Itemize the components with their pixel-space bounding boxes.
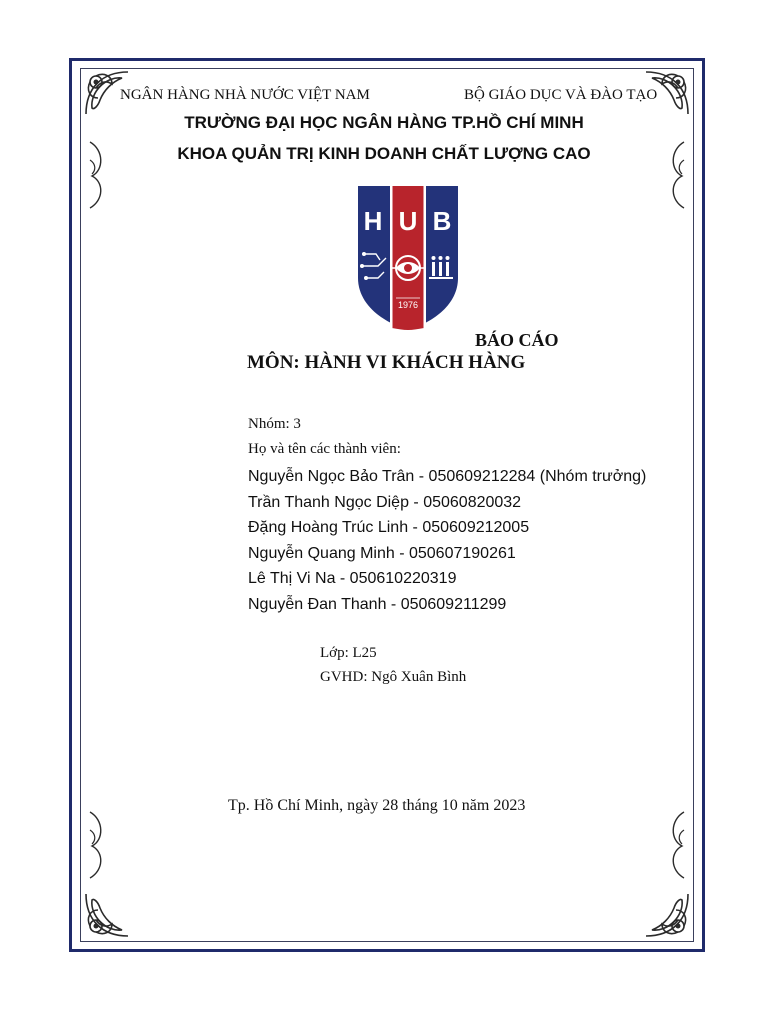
member-list: [248, 466, 646, 619]
corner-flourish-icon: [82, 890, 132, 940]
member-item: Trần Thanh Ngọc Diệp - 05060820032: [248, 493, 522, 511]
member-item: Lê Thị Vi Na - 050610220319: [248, 570, 457, 587]
side-flourish-icon: [84, 810, 114, 880]
report-subject: MÔN: HÀNH VI KHÁCH HÀNG: [247, 352, 526, 373]
report-title: BÁO CÁO: [475, 330, 559, 350]
class-info: Lớp: L25: [320, 645, 377, 661]
hub-logo-icon: [356, 182, 460, 332]
ministry-right-heading: BỘ GIÁO DỤC VÀ ĐÀO TẠO: [464, 87, 658, 103]
member-item: Nguyễn Đan Thanh - 050609211299: [248, 595, 507, 613]
date-location: Tp. Hồ Chí Minh, ngày 28 tháng 10 năm 2023: [228, 797, 526, 814]
logo-year: 1976: [397, 300, 419, 310]
corner-flourish-icon: [642, 890, 692, 940]
advisor-info: GVHD: Ngô Xuân Bình: [320, 669, 467, 685]
ministry-left-heading: NGÂN HÀNG NHÀ NƯỚC VIỆT NAM: [120, 87, 370, 103]
member-item: Đặng Hoàng Trúc Linh - 050609212005: [248, 519, 530, 536]
members-label: Họ và tên các thành viên:: [248, 441, 401, 457]
university-name: TRƯỜNG ĐẠI HỌC NGÂN HÀNG TP.HỒ CHÍ MINH: [184, 113, 584, 132]
group-number: Nhóm: 3: [248, 416, 301, 432]
member-item: Nguyễn Quang Minh - 050607190261: [248, 544, 516, 562]
faculty-name: KHOA QUẢN TRỊ KINH DOANH CHẤT LƯỢNG CAO: [177, 144, 591, 163]
logo-letter-u: U: [398, 206, 418, 236]
member-item: Nguyễn Ngọc Bảo Trân - 050609212284 (Nhóm trưởng): [248, 468, 647, 485]
side-flourish-icon: [660, 810, 690, 880]
logo-letter-b: B: [432, 206, 452, 236]
logo-letter-h: H: [363, 206, 383, 236]
